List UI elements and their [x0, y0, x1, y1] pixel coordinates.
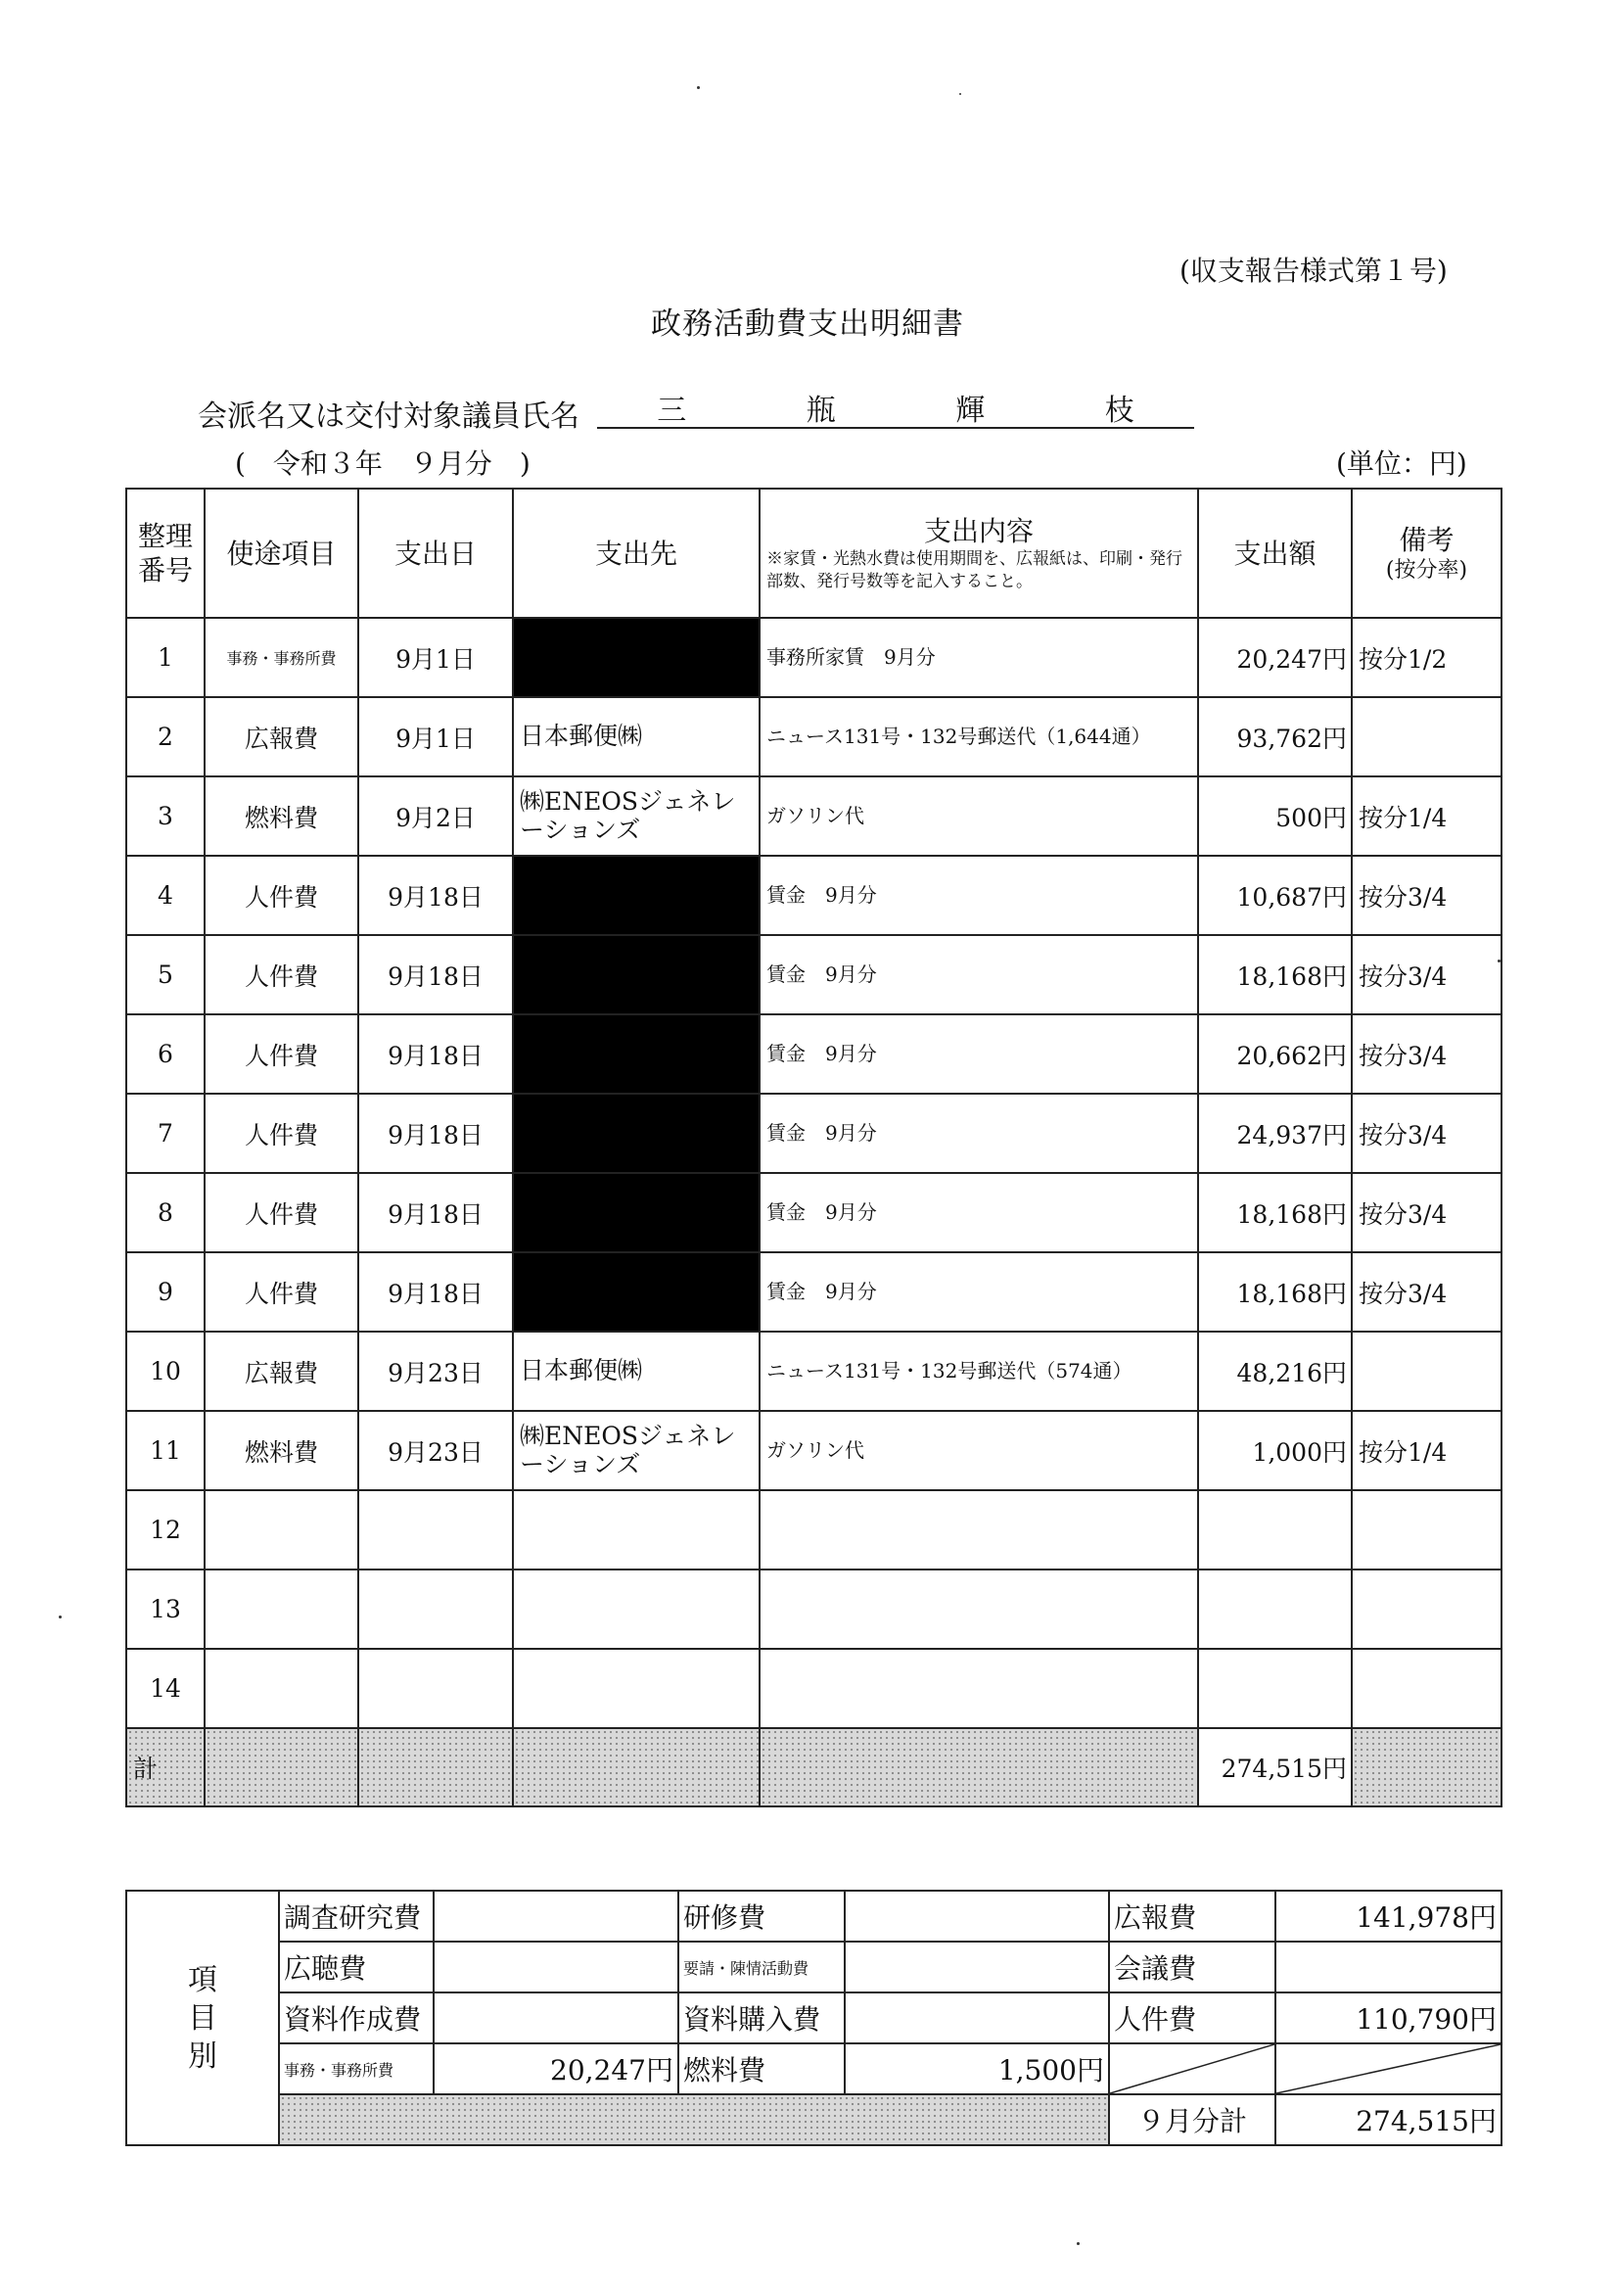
table-row: [126, 1252, 1502, 1332]
row-remarks: [1352, 1649, 1502, 1728]
scan-speck: [959, 93, 961, 95]
row-category: 人件費: [205, 856, 358, 935]
row-payee: [513, 1490, 760, 1570]
row-remarks: 按分1/2: [1352, 618, 1502, 697]
row-amount: 20,662円: [1198, 1014, 1352, 1094]
row-content: [760, 1490, 1198, 1570]
row-payee-redacted: [513, 1252, 760, 1332]
header-category: 使途項目: [205, 489, 358, 618]
row-content: ニュース131号・132号郵送代（574通）: [760, 1332, 1198, 1411]
row-number: 2: [126, 697, 205, 776]
row-date: 9月23日: [358, 1411, 513, 1490]
member-name: [597, 388, 1194, 429]
summary-value: 20,247円: [434, 2043, 678, 2094]
row-date: [358, 1649, 513, 1728]
table-row: [126, 1649, 1502, 1728]
header-date: 支出日: [358, 489, 513, 618]
row-remarks: 按分3/4: [1352, 1173, 1502, 1252]
header-payee: 支出先: [513, 489, 760, 618]
row-date: 9月18日: [358, 935, 513, 1014]
row-remarks: 按分1/4: [1352, 1411, 1502, 1490]
total-row: [126, 1728, 1502, 1806]
blank-diagonal-cell: [1275, 2043, 1502, 2094]
row-date: 9月18日: [358, 1252, 513, 1332]
scan-speck: [1077, 2242, 1080, 2245]
row-content: 事務所家賃 9月分: [760, 618, 1198, 697]
period: ( 令和３年 ９月分 ): [235, 447, 531, 480]
header-remarks-sub: (按分率): [1385, 557, 1468, 583]
row-amount: 500円: [1198, 776, 1352, 856]
total-amount: 274,515円: [1198, 1728, 1352, 1806]
row-payee-redacted: [513, 935, 760, 1014]
row-payee: [513, 1649, 760, 1728]
unit-label: (単位：円): [1336, 447, 1467, 480]
row-number: 1: [126, 618, 205, 697]
member-label: 会派名又は交付対象議員氏名: [198, 399, 579, 434]
summary-value: 110,790円: [1275, 1992, 1502, 2043]
row-date: 9月18日: [358, 1014, 513, 1094]
table-row: [126, 1490, 1502, 1570]
row-amount: 10,687円: [1198, 856, 1352, 935]
summary-label: 研修費: [678, 1891, 845, 1942]
row-amount: 93,762円: [1198, 697, 1352, 776]
row-number: 6: [126, 1014, 205, 1094]
total-shaded-cell: [760, 1728, 1198, 1806]
row-remarks: 按分3/4: [1352, 1094, 1502, 1173]
member-name-char: 三: [657, 394, 687, 428]
summary-value: [434, 1942, 678, 1992]
table-header-row: [126, 489, 1502, 618]
row-payee-redacted: [513, 618, 760, 697]
row-number: 5: [126, 935, 205, 1014]
row-category: 事務・事務所費: [205, 618, 358, 697]
header-content-title: 支出内容: [923, 515, 1034, 548]
summary-value: 141,978円: [1275, 1891, 1502, 1942]
table-row: [126, 697, 1502, 776]
total-shaded-cell: [358, 1728, 513, 1806]
summary-value: [845, 1992, 1109, 2043]
row-content: 賃金 9月分: [760, 935, 1198, 1014]
row-remarks: 按分3/4: [1352, 1014, 1502, 1094]
row-date: 9月1日: [358, 697, 513, 776]
header-remarks: [1352, 489, 1502, 618]
row-amount: [1198, 1490, 1352, 1570]
row-category: [205, 1649, 358, 1728]
document-title: 政務活動費支出明細書: [651, 306, 964, 342]
row-payee: 日本郵便㈱: [513, 1332, 760, 1411]
scan-speck: [1498, 960, 1501, 962]
expenditure-table: [125, 488, 1502, 1807]
row-content: 賃金 9月分: [760, 1014, 1198, 1094]
summary-label: 広聴費: [279, 1942, 434, 1992]
row-remarks: 按分3/4: [1352, 1252, 1502, 1332]
row-category: 燃料費: [205, 776, 358, 856]
summary-row: [126, 1942, 1502, 1992]
summary-value: [1275, 1942, 1502, 1992]
form-number: (収支報告様式第１号): [1179, 255, 1448, 287]
table-row: [126, 856, 1502, 935]
row-number: 8: [126, 1173, 205, 1252]
row-date: 9月18日: [358, 1173, 513, 1252]
row-amount: [1198, 1649, 1352, 1728]
row-date: [358, 1570, 513, 1649]
summary-side-label: 項目別: [126, 1891, 279, 2145]
row-remarks: 按分3/4: [1352, 935, 1502, 1014]
table-row: [126, 935, 1502, 1014]
summary-shaded-cell: [279, 2094, 1109, 2145]
row-number: 7: [126, 1094, 205, 1173]
row-amount: 18,168円: [1198, 1173, 1352, 1252]
summary-row: [126, 1992, 1502, 2043]
summary-row: [126, 2043, 1502, 2094]
summary-value: [845, 1891, 1109, 1942]
row-number: 13: [126, 1570, 205, 1649]
row-amount: 18,168円: [1198, 935, 1352, 1014]
month-total-label: ９月分計: [1109, 2094, 1275, 2145]
header-content: [760, 489, 1198, 618]
scan-speck: [697, 86, 700, 89]
row-content: [760, 1649, 1198, 1728]
total-shaded-cell: [1352, 1728, 1502, 1806]
row-amount: [1198, 1570, 1352, 1649]
header-remarks-title: 備考: [1399, 523, 1455, 556]
row-number: 10: [126, 1332, 205, 1411]
row-date: 9月1日: [358, 618, 513, 697]
summary-label: 資料作成費: [279, 1992, 434, 2043]
month-total-value: 274,515円: [1275, 2094, 1502, 2145]
table-row: [126, 618, 1502, 697]
summary-row: [126, 1891, 1502, 1942]
row-number: 3: [126, 776, 205, 856]
summary-value: [434, 1992, 678, 2043]
row-category: 広報費: [205, 697, 358, 776]
summary-label: 資料購入費: [678, 1992, 845, 2043]
row-category: [205, 1490, 358, 1570]
row-number: 11: [126, 1411, 205, 1490]
summary-label: 広報費: [1109, 1891, 1275, 1942]
row-remarks: 按分3/4: [1352, 856, 1502, 935]
row-payee: ㈱ENEOSジェネレーションズ: [513, 1411, 760, 1490]
table-row: [126, 776, 1502, 856]
summary-value: [845, 1942, 1109, 1992]
row-category: 人件費: [205, 1173, 358, 1252]
summary-total-row: [126, 2094, 1502, 2145]
row-category: 人件費: [205, 1252, 358, 1332]
row-amount: 20,247円: [1198, 618, 1352, 697]
member-name-char: 瓶: [806, 394, 836, 428]
row-payee: [513, 1570, 760, 1649]
row-date: 9月18日: [358, 856, 513, 935]
total-shaded-cell: [513, 1728, 760, 1806]
row-content: 賃金 9月分: [760, 1173, 1198, 1252]
total-shaded-cell: [205, 1728, 358, 1806]
scan-speck: [59, 1616, 62, 1618]
row-date: 9月18日: [358, 1094, 513, 1173]
row-category: 燃料費: [205, 1411, 358, 1490]
row-category: 人件費: [205, 1014, 358, 1094]
row-date: 9月2日: [358, 776, 513, 856]
row-date: 9月23日: [358, 1332, 513, 1411]
row-payee-redacted: [513, 1173, 760, 1252]
row-amount: 48,216円: [1198, 1332, 1352, 1411]
table-row: [126, 1570, 1502, 1649]
row-amount: 1,000円: [1198, 1411, 1352, 1490]
summary-label: 調査研究費: [279, 1891, 434, 1942]
header-content-note: ※家賃・光熱水費は使用期間を、広報紙は、印刷・発行部数、発行号数等を記入すること。: [766, 549, 1182, 591]
row-number: 14: [126, 1649, 205, 1728]
row-payee-redacted: [513, 1014, 760, 1094]
member-name-char: 枝: [1104, 394, 1134, 428]
row-payee: ㈱ENEOSジェネレーションズ: [513, 776, 760, 856]
row-content: ガソリン代: [760, 1411, 1198, 1490]
row-amount: 18,168円: [1198, 1252, 1352, 1332]
summary-value: [434, 1891, 678, 1942]
member-name-char: 輝: [955, 394, 986, 428]
table-row: [126, 1094, 1502, 1173]
category-summary-table: [125, 1890, 1502, 2146]
row-number: 4: [126, 856, 205, 935]
summary-value: 1,500円: [845, 2043, 1109, 2094]
row-content: 賃金 9月分: [760, 1252, 1198, 1332]
summary-label: 会議費: [1109, 1942, 1275, 1992]
row-content: 賃金 9月分: [760, 856, 1198, 935]
diagonal-line: [1276, 2044, 1501, 2093]
row-content: ガソリン代: [760, 776, 1198, 856]
row-category: [205, 1570, 358, 1649]
row-payee-redacted: [513, 856, 760, 935]
row-content: 賃金 9月分: [760, 1094, 1198, 1173]
summary-label: 要請・陳情活動費: [678, 1942, 845, 1992]
total-label: 計: [126, 1728, 205, 1806]
row-remarks: [1352, 697, 1502, 776]
row-payee: 日本郵便㈱: [513, 697, 760, 776]
row-category: 人件費: [205, 935, 358, 1014]
row-payee-redacted: [513, 1094, 760, 1173]
summary-label: 人件費: [1109, 1992, 1275, 2043]
row-content: [760, 1570, 1198, 1649]
row-remarks: [1352, 1570, 1502, 1649]
blank-diagonal-cell: [1109, 2043, 1275, 2094]
table-row: [126, 1332, 1502, 1411]
diagonal-line: [1110, 2044, 1274, 2093]
header-no: 整理番号: [126, 489, 205, 618]
row-remarks: 按分1/4: [1352, 776, 1502, 856]
row-number: 9: [126, 1252, 205, 1332]
table-row: [126, 1411, 1502, 1490]
row-amount: 24,937円: [1198, 1094, 1352, 1173]
table-row: [126, 1014, 1502, 1094]
row-category: 広報費: [205, 1332, 358, 1411]
table-row: [126, 1173, 1502, 1252]
header-amount: 支出額: [1198, 489, 1352, 618]
summary-label: 燃料費: [678, 2043, 845, 2094]
row-category: 人件費: [205, 1094, 358, 1173]
row-remarks: [1352, 1490, 1502, 1570]
row-content: ニュース131号・132号郵送代（1,644通）: [760, 697, 1198, 776]
row-date: [358, 1490, 513, 1570]
summary-label: 事務・事務所費: [279, 2043, 434, 2094]
row-remarks: [1352, 1332, 1502, 1411]
row-number: 12: [126, 1490, 205, 1570]
